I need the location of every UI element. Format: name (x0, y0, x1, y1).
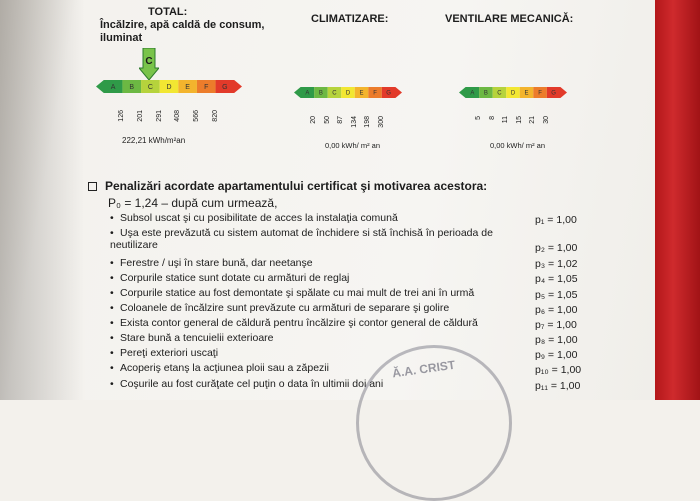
penalty-coefficient: p₁₁ = 1,00 (535, 380, 581, 392)
scale-tick-label: 300 (377, 116, 385, 128)
scale-tick-label: 30 (542, 116, 550, 124)
class-label-a: A (470, 90, 475, 97)
class-segment-a (459, 87, 479, 98)
penalty-item (110, 272, 540, 284)
penalty-item (110, 212, 540, 224)
scale-tick-label: 11 (502, 116, 510, 124)
penalty-coefficient: p₆ = 1,00 (535, 304, 578, 316)
class-label-e: E (359, 90, 364, 97)
class-segment-g (216, 80, 242, 93)
penalty-coefficient: p₅ = 1,05 (535, 289, 578, 301)
penalty-coefficient: p₁ = 1,00 (535, 214, 577, 226)
penalty-text: Coşurile au fost curăţate cel puţin o data în ultimii doi ani (120, 378, 384, 390)
class-label-a: A (305, 90, 310, 97)
class-segment-g (382, 87, 402, 98)
total-energy-scale (96, 80, 242, 93)
scale-tick-label: 566 (192, 110, 200, 122)
penalty-text: Pereţi exteriori uscaţi (120, 347, 219, 359)
penalty-coefficient: p₃ = 1,02 (535, 258, 578, 270)
penalty-coefficient: p₂ = 1,00 (535, 242, 578, 254)
scale-tick-label: 201 (137, 110, 145, 122)
energy-class-marker (139, 48, 159, 80)
scale-tick-label: 5 (475, 116, 483, 120)
climatizare-value: 0,00 kWh/ m² an (325, 141, 381, 150)
penalty-coefficient: p₄ = 1,05 (535, 273, 578, 285)
bullet-icon: • (110, 272, 114, 284)
scale-tick-label: 21 (529, 116, 537, 124)
class-label-f: F (373, 90, 377, 97)
class-label-d: D (166, 83, 172, 91)
total-header: TOTAL: Încălzire, apă caldă de consum, iluminat (100, 6, 265, 44)
red-binder-strip (655, 0, 700, 400)
class-label-g: G (386, 90, 391, 97)
class-label-e: E (185, 83, 190, 91)
class-label-c: C (332, 90, 337, 97)
bullet-icon: • (110, 347, 114, 359)
scale-tick-label: 408 (174, 110, 182, 122)
penalty-text: Acoperiş etanş la acţiunea ploii sau a zăpezii (120, 362, 329, 374)
penalty-text: Uşa este prevăzută cu sistem automat de închidere si stă închisă în perioada de neutilizare (110, 227, 493, 251)
class-label-a: A (110, 83, 116, 91)
ventilare-value: 0,00 kWh/ m² an (490, 141, 546, 150)
penalty-item (110, 227, 520, 251)
scale-tick-label: 15 (515, 116, 523, 124)
penalty-item (110, 317, 540, 329)
scale-tick-label: 126 (118, 110, 126, 122)
class-label-f: F (204, 83, 209, 91)
total-value: 222,21 kWh/m²an (122, 136, 186, 145)
scale-tick-label: 50 (323, 116, 331, 124)
bullet-icon: • (110, 227, 114, 239)
bullet-icon: • (110, 212, 114, 224)
penalty-coefficient: p₁₀ = 1,00 (535, 364, 582, 376)
penalty-text: Subsol uscat şi cu posibilitate de acces la instalaţia comună (120, 212, 398, 224)
penalty-coefficient: p₉ = 1,00 (535, 349, 578, 361)
bullet-icon: • (110, 332, 114, 344)
penalty-text: Exista contor general de căldură pentru încălzire şi contor general de căldură (120, 317, 478, 329)
class-segment-a (294, 87, 314, 98)
class-label-b: B (483, 90, 488, 97)
penalty-text: Coloanele de încălzire sunt prevăzute cu armături de separare şi golire (120, 302, 450, 314)
class-label-c: C (497, 90, 502, 97)
scale-tick-label: 198 (364, 116, 372, 128)
bullet-box-icon (88, 182, 97, 191)
penalty-text: Ferestre / uşi în stare bună, dar neetanşe (120, 257, 313, 269)
scale-tick-label: 8 (488, 116, 496, 120)
class-label-g: G (222, 83, 228, 91)
penalty-text: Corpurile statice au fost demontate şi spălate cu mai mult de trei ani în urmă (120, 287, 475, 299)
penalty-coefficient: p₈ = 1,00 (535, 334, 578, 346)
ventilare-header: VENTILARE MECANICĂ: (445, 13, 574, 25)
class-label-f: F (538, 90, 542, 97)
class-label-b: B (129, 83, 135, 91)
class-label-g: G (551, 90, 556, 97)
penalties-title: Penalizări acordate apartamentului certificat şi motivarea acestora: (88, 179, 487, 193)
penalty-item (110, 302, 540, 314)
penalty-coefficient: p₇ = 1,00 (535, 319, 577, 331)
penalty-item (110, 332, 540, 344)
ventilare-energy-scale (459, 87, 567, 98)
class-label-d: D (510, 90, 516, 97)
class-label-e: E (524, 90, 529, 97)
class-label-b: B (318, 90, 323, 97)
penalty-text: Corpurile statice sunt dotate cu armături de reglaj (120, 272, 350, 284)
bullet-icon: • (110, 378, 114, 390)
stamp-seal-text: Ă.A. CRIST (391, 357, 457, 381)
bullet-icon: • (110, 257, 114, 269)
penalty-item (110, 287, 540, 299)
penalty-text: Stare bună a tencuielii exterioare (120, 332, 274, 344)
scale-tick-label: 820 (211, 110, 219, 122)
svg-text:C: C (145, 56, 153, 67)
climatizare-energy-scale (294, 87, 402, 98)
class-segment-g (547, 87, 567, 98)
climatizare-header: CLIMATIZARE: (311, 13, 389, 25)
bullet-icon: • (110, 287, 114, 299)
scale-tick-label: 134 (350, 116, 358, 128)
penalty-item (110, 257, 540, 269)
scale-tick-label: 87 (337, 116, 345, 124)
bullet-icon: • (110, 302, 114, 314)
class-label-d: D (345, 90, 351, 97)
bullet-icon: • (110, 362, 114, 374)
scale-tick-label: 20 (310, 116, 318, 124)
p0-line: P₀ = 1,24 – după cum urmează, (108, 196, 278, 210)
class-segment-a (96, 80, 122, 93)
bullet-icon: • (110, 317, 114, 329)
scale-tick-label: 291 (155, 110, 163, 122)
class-label-c: C (147, 83, 153, 91)
